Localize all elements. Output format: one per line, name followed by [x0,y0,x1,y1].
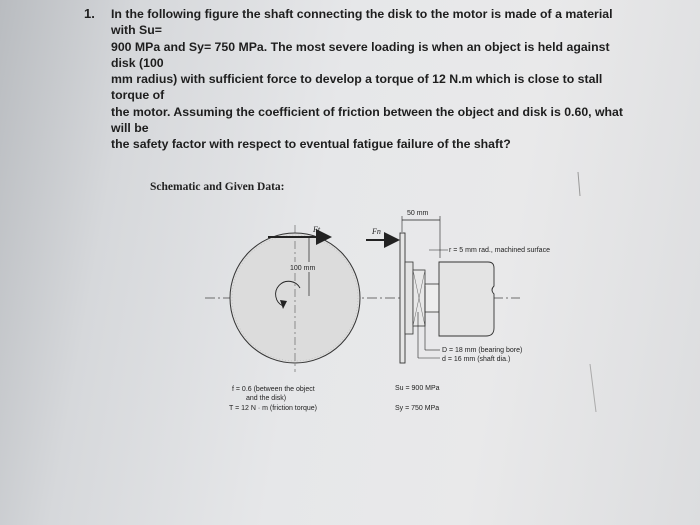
d-label: d = 16 mm (shaft dia.) [442,356,511,363]
given-su: Su = 900 MPa [395,385,440,392]
given-torque: T = 12 N · m (friction torque) [229,405,317,412]
pen-mark [578,172,580,196]
fn-label: Fn [372,227,381,236]
given-friction: f = 0.6 (between the object [232,386,315,393]
D-label: D = 18 mm (bearing bore) [442,347,523,354]
shaft [425,284,439,312]
question-line: the motor. Assuming the coefficient of friction between the object and disk is 0.60, what will be [111,104,623,136]
given-sy: Sy = 750 MPa [395,405,440,412]
question-line: the safety factor with respect to eventual fatigue failure of the shaft? [111,137,511,152]
question-number: 1. [84,6,95,21]
question-line: mm radius) with sufficient force to develop a torque of 12 N.m which is close to stall torque of [111,72,603,103]
motor-body [439,262,494,336]
question-line: 900 MPa and Sy= 750 MPa. The most severe loading is when an object is held against disk (100 [111,39,610,70]
radius-label: 100 mm [290,265,316,272]
disk-side-view [400,233,405,363]
fillet-label: r = 5 mm rad., machined surface [449,247,550,254]
schematic-title: Schematic and Given Data: [150,181,285,193]
given-friction-cont: and the disk) [246,395,287,402]
hub [405,262,413,334]
pen-mark [590,364,596,412]
ft-label: Ft [313,225,321,234]
dim-50mm-label: 50 mm [407,210,429,217]
question-line: In the following figure the shaft connecting the disk to the motor is made of a material with Su= [111,7,613,38]
